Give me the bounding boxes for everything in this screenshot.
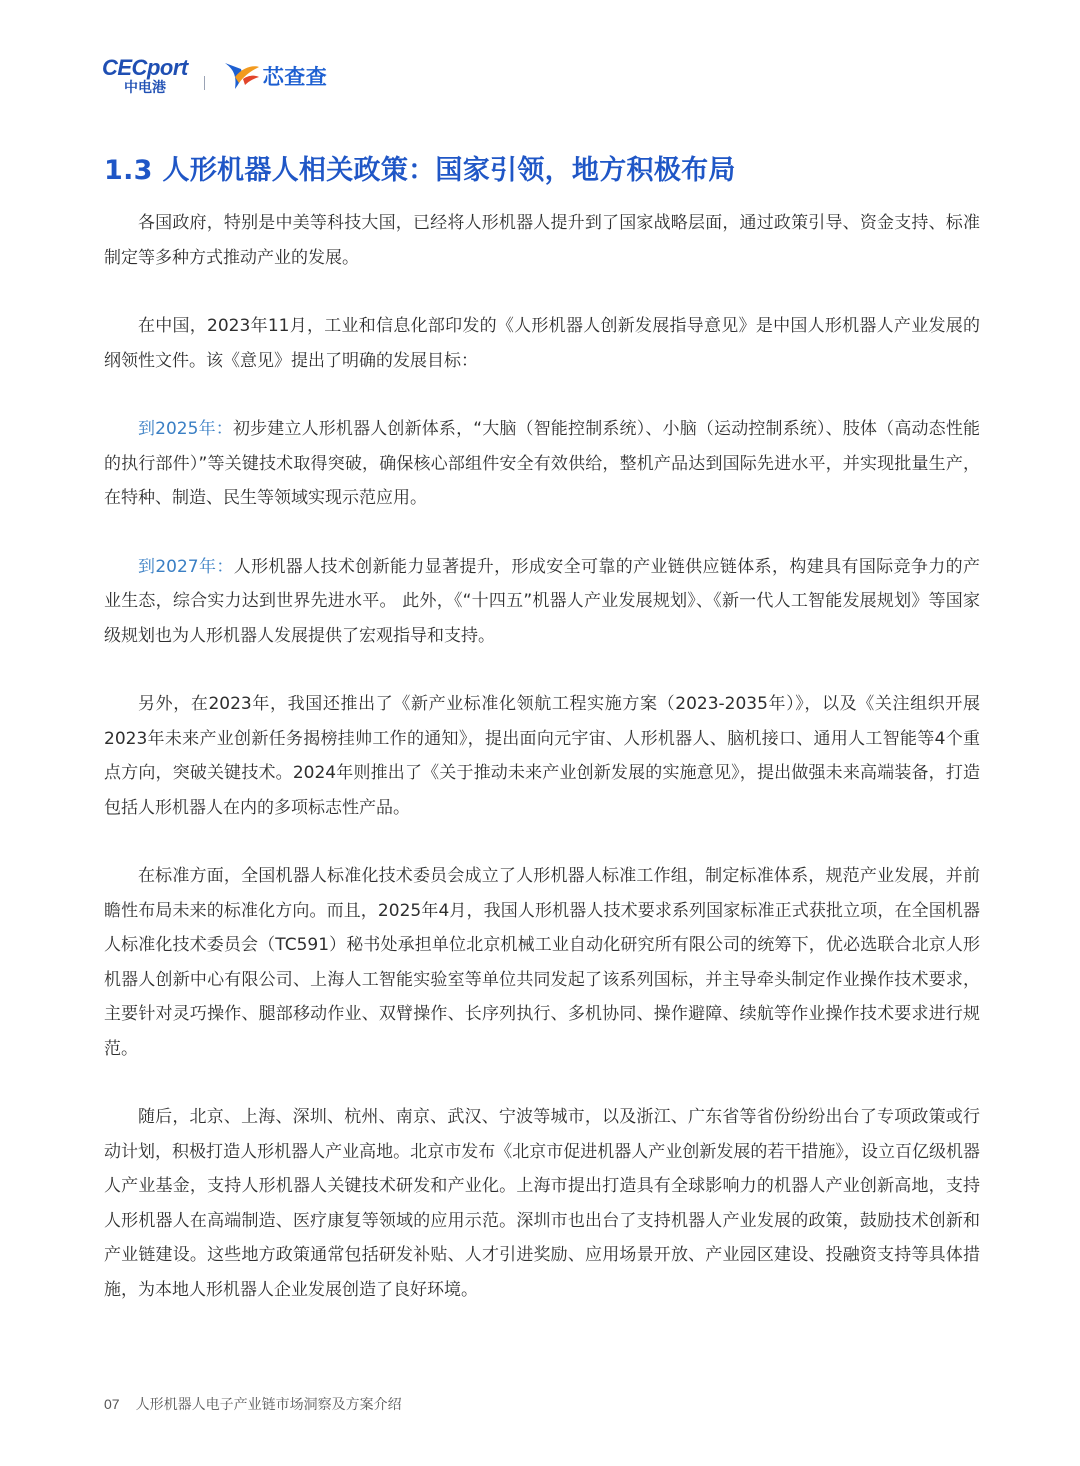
page-number: 07 — [104, 1396, 120, 1412]
section-title: 1.3 人形机器人相关政策：国家引领，地方积极布局 — [104, 155, 736, 186]
paragraph-gap — [104, 275, 980, 309]
paragraph-7 — [104, 1100, 980, 1307]
paragraph-text: 随后，北京、上海、深圳、杭州、南京、武汉、宁波等城市，以及浙江、广东省等省份纷纷出台了专项政策或行动计划，积极打造人形机器人产业高地。北京市发布《北京市促进机器人产业创新发展的若干措施》，设立百亿级机器人产业基金，支持人形机器人关键技术研发和产业化。上海市提出打造具有全球影响力的机器人产业创新高地，支持人形机器人在高端制造、医疗康复等领域的应用示范。深圳市也出台了支持机器人产业发展的政策，鼓励技术创新和产业链建设。这些地方政策通常包括研发补贴、人才引进奖励、应用场景开放、产业园区建设、投融资支持等具体措施，为本地人形机器人企业发展创造了良好环境。 — [104, 1107, 980, 1300]
paragraph-text: 在标准方面，全国机器人标准化技术委员会成立了人形机器人标准工作组，制定标准体系，规范产业发展，并前瞻性布局未来的标准化方向。而且，2025年4月，我国人形机器人技术要求系列国家标准正式获批立项，在全国机器人标准化技术委员会（TC591）秘书处承担单位北京机械工业自动化研究所有限公司的统筹下，优必选联合北京人形机器人创新中心有限公司、上海人工智能实验室等单位共同发起了该系列国标，并主导牵头制定作业操作技术要求，主要针对灵巧操作、腿部移动作业、双臂操作、长序列执行、多机协同、操作避障、续航等作业操作技术要求进行规范。 — [104, 866, 980, 1059]
cecport-logo-cn: 中电港 — [124, 80, 166, 96]
xinchacha-bird-icon — [221, 59, 261, 93]
xinchacha-logo — [221, 59, 328, 93]
paragraph-text: 人形机器人技术创新能力显著提升，形成安全可靠的产业链供应链体系，构建具有国际竞争力的产业生态，综合实力达到世界先进水平。 此外，《“十四五”机器人产业发展规划》、《新一代人工智能发展规划》等国家级规划也为人形机器人发展提供了宏观指导和支持。 — [104, 556, 980, 646]
goal-2025-label: 到2025年： — [138, 419, 233, 439]
paragraph-6 — [104, 859, 980, 1066]
paragraph-text: 初步建立人形机器人创新体系，“大脑（智能控制系统）、小脑（运动控制系统）、肢体（高动态性能的执行部件）”等关键技术取得突破，确保核心部组件安全有效供给，整机产品达到国际先进水平，并实现批量生产，在特种、制造、民生等领域实现示范应用。 — [104, 419, 981, 508]
paragraph-text: 各国政府，特别是中美等科技大国，已经将人形机器人提升到了国家战略层面，通过政策引导、资金支持、标准制定等多种方式推动产业的发展。 — [104, 213, 980, 268]
paragraph-5 — [104, 687, 980, 825]
goal-2027-label: 到2027年： — [138, 556, 234, 577]
paragraph-text: 在中国，2023年11月，工业和信息化部印发的《人形机器人创新发展指导意见》是中国人形机器人产业发展的纲领性文件。该《意见》提出了明确的发展目标： — [104, 316, 980, 371]
header-logos — [102, 52, 327, 100]
paragraph-gap — [104, 825, 980, 859]
cecport-logo-en: CECport — [102, 55, 188, 80]
logo-divider — [204, 76, 205, 90]
xinchacha-logo-text: 芯查查 — [262, 65, 328, 89]
body-content — [104, 206, 980, 1307]
footer-title: 人形机器人电子产业链市场洞察及方案介绍 — [135, 1397, 402, 1413]
page-footer — [104, 1394, 402, 1414]
paragraph-2 — [104, 309, 980, 378]
paragraph-gap — [104, 1066, 980, 1100]
paragraph-3-goal-2025 — [104, 412, 980, 516]
paragraph-4-goal-2027 — [104, 550, 980, 654]
paragraph-gap — [104, 653, 980, 687]
cecport-logo — [102, 57, 188, 95]
paragraph-gap — [104, 378, 980, 412]
paragraph-gap — [104, 516, 980, 550]
paragraph-text: 另外，在2023年，我国还推出了《新产业标准化领航工程实施方案（2023-2035年）》，以及《关注组织开展2023年未来产业创新任务揭榜挂帅工作的通知》，提出面向元宇宙、人形机器人、脑机接口、通用人工智能等4个重点方向，突破关键技术。2024年则推出了《关于推动未来产业创新发展的实施意见》，提出做强未来高端装备，打造包括人形机器人在内的多项标志性产品。 — [104, 694, 980, 818]
paragraph-1 — [104, 206, 980, 275]
